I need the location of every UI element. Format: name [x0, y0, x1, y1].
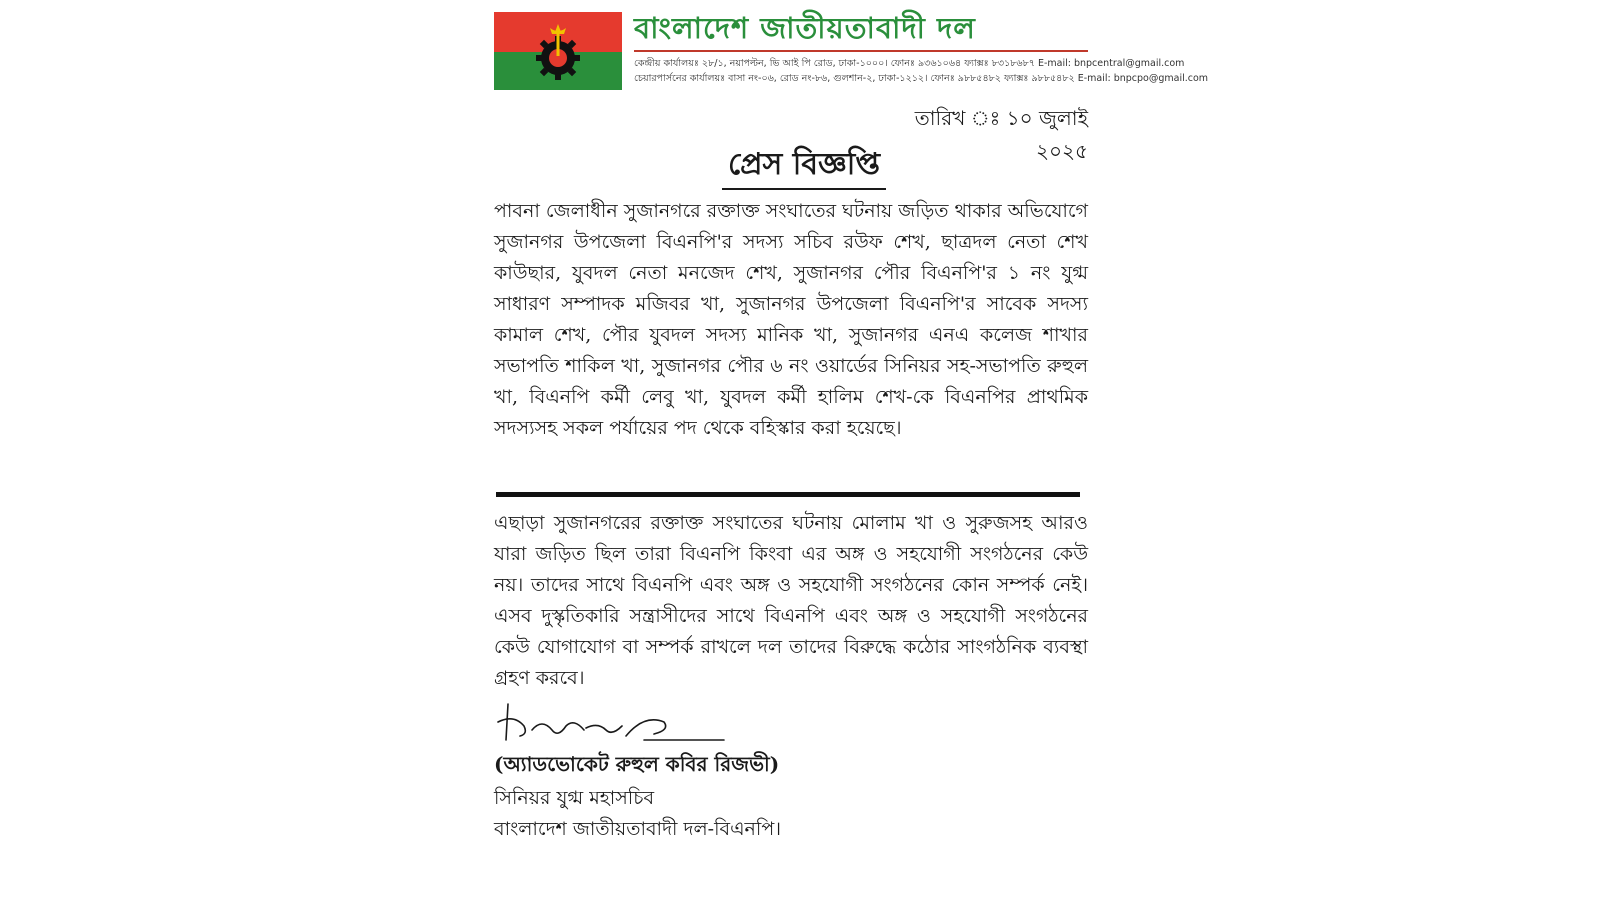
handwritten-signature — [494, 700, 734, 748]
central-office-address: কেন্দ্রীয় কার্যালয়ঃ ২৮/১, নয়াপল্টন, ভি আই পি রোড, ঢাকা-১০০০। ফোনঃ ৯৩৬১০৬৪ ফ্যাক্সঃ ৮৩১৮৬৮৭ E-mail: bnpcentral@gmail.com — [634, 58, 1185, 69]
body-paragraph-disclaimer: এছাড়া সুজানগরের রক্তাক্ত সংঘাতের ঘটনায় মোলাম খা ও সুরুজসহ আরও যারা জড়িত ছিল তারা বিএনপি কিংবা এর অঙ্গ ও সহযোগী সংগঠনের কেউ নয়। তাদের সাথে বিএনপি এবং অঙ্গ ও সহযোগী সংগঠনের কোন সম্পর্ক নেই। এসব দুস্কৃতিকারি সন্ত্রাসীদের সাথে বিএনপি এবং অঙ্গ ও সহযোগী সংগঠনের কেউ যোগাযোগ বা সম্পর্ক রাখলে দল তাদের বিরুদ্ধে কঠোর সাংগঠনিক ব্যবস্থা গ্রহণ করবে। — [494, 512, 1088, 689]
body-paragraph-expulsion: পাবনা জেলাধীন সুজানগরে রক্তাক্ত সংঘাতের ঘটনায় জড়িত থাকার অভিযোগে সুজানগর উপজেলা বিএনপি'র সদস্য সচিব রউফ শেখ, ছাত্রদল নেতা শেখ কাউছার, যুবদল নেতা মনজেদ শেখ, সুজানগর পৌর বিএনপি'র ১ নং যুগ্ম সাধারণ সম্পাদক মজিবর খা, সুজানগর উপজেলা বিএনপি'র সাবেক সদস্য কামাল শেখ, পৌর যুবদল সদস্য মানিক খা, সুজানগর এনএ কলেজ শাখার সভাপতি শাকিল খা, সুজানগর পৌর ৬ নং ওয়ার্ডের সিনিয়র সহ-সভাপতি রুহুল খা, বিএনপি কর্মী লেবু খা, যুবদল কর্মী হালিম শেখ-কে বিএনপির প্রাথমিক সদস্যসহ সকল পর্যায়ের পদ থেকে বহিস্কার করা হয়েছে। — [494, 200, 1088, 439]
letterhead-rule — [634, 50, 1088, 52]
press-release-document — [494, 0, 1209, 900]
signatory-designation: সিনিয়র যুগ্ম মহাসচিব — [494, 787, 655, 809]
party-name-heading: বাংলাদেশ জাতীয়তাবাদী দল — [634, 11, 976, 45]
chairperson-office-address: চেয়ারপার্সনের কার্যালয়ঃ বাসা নং-০৬, রোড নং-৮৬, গুলশান-২, ঢাকা-১২১২। ফোনঃ ৯৮৮৫৪৮২ ফ্যাক্সঃ ৯৮৮৫৪৮২ E-mail: bnpcpo@gmail.com — [634, 73, 1209, 84]
section-divider — [496, 492, 1080, 497]
cogwheel-emblem-icon — [534, 22, 582, 82]
document-title — [494, 140, 1114, 191]
signatory-name: (অ্যাডভোকেট রুহুল কবির রিজভী) — [494, 752, 780, 776]
signatory-organization: বাংলাদেশ জাতীয়তাবাদী দল-বিএনপি। — [494, 818, 782, 840]
release-date: তারিখ ঃ ১০ জুলাই ২০২৫ — [914, 106, 1088, 163]
title-text: প্রেস বিজ্ঞপ্তি — [722, 147, 886, 190]
party-flag-logo — [494, 12, 622, 90]
